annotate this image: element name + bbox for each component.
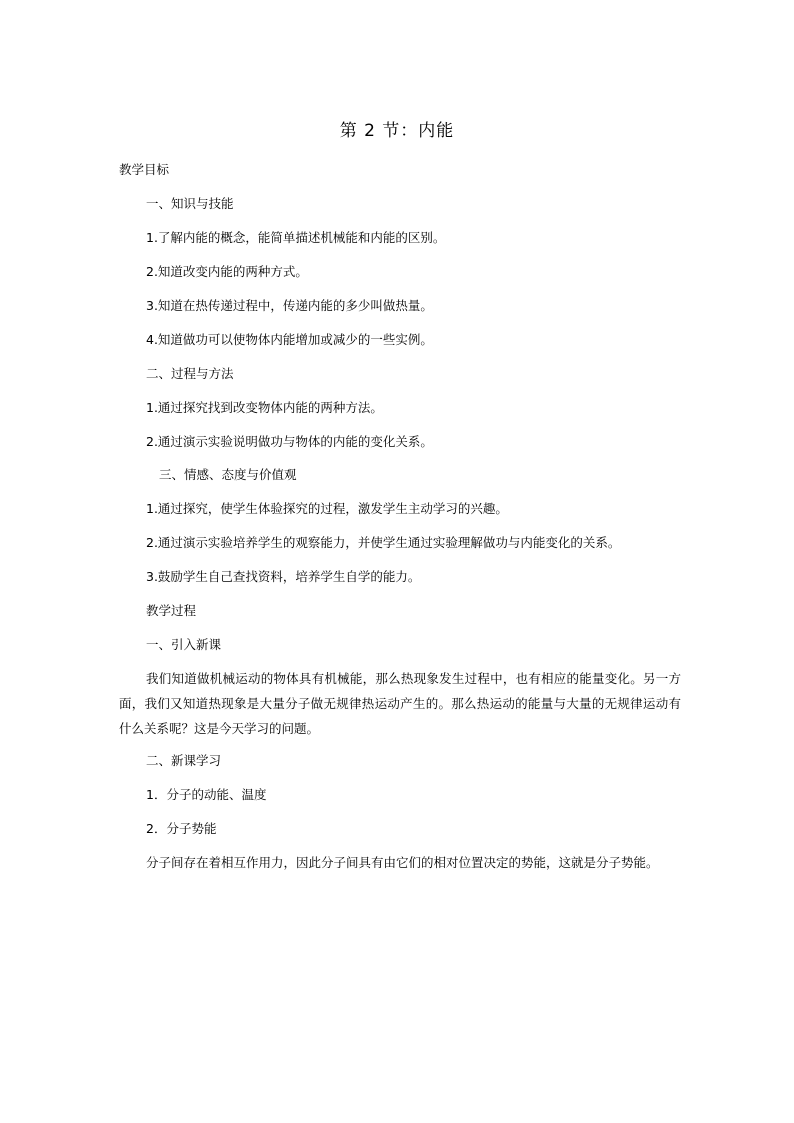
section-heading-process: 教学过程 (146, 603, 197, 618)
list-item: 2.通过演示实验培养学生的观察能力，并使学生通过实验理解做功与内能变化的关系。 (146, 535, 621, 550)
section-heading-objectives: 教学目标 (119, 162, 170, 177)
subheading-process-methods: 二、过程与方法 (146, 366, 234, 381)
list-item: 2．分子势能 (146, 821, 217, 836)
list-item: 1.通过探究找到改变物体内能的两种方法。 (146, 400, 383, 415)
list-item: 3.鼓励学生自己查找资料，培养学生自学的能力。 (146, 569, 421, 584)
list-item: 2.通过演示实验说明做功与物体的内能的变化关系。 (146, 434, 433, 449)
subheading-emotion-values: 三、情感、态度与价值观 (159, 467, 297, 482)
list-item: 1．分子的动能、温度 (146, 787, 267, 802)
potential-energy-paragraph: 分子间存在着相互作用力，因此分子间具有由它们的相对位置决定的势能，这就是分子势能。 (146, 855, 659, 870)
intro-paragraph: 我们知道做机械运动的物体具有机械能，那么热现象发生过程中，也有相应的能量变化。另一方面，我们又知道热现象是大量分子做无规律热运动产生的。那么热运动的能量与大量的无规律运动有什么关系呢？这是今天学习的问题。 (119, 671, 681, 736)
list-item: 4.知道做功可以使物体内能增加或减少的一些实例。 (146, 332, 433, 347)
list-item: 2.知道改变内能的两种方式。 (146, 264, 308, 279)
subheading-knowledge-skills: 一、知识与技能 (146, 196, 234, 211)
list-item: 3.知道在热传递过程中，传递内能的多少叫做热量。 (146, 298, 433, 313)
page-title: 第 2 节：内能 (339, 121, 455, 141)
list-item: 1.通过探究，使学生体验探究的过程，激发学生主动学习的兴趣。 (146, 501, 508, 516)
list-item: 1.了解内能的概念，能简单描述机械能和内能的区别。 (146, 230, 446, 245)
subheading-new-lesson: 二、新课学习 (146, 753, 222, 768)
subheading-intro: 一、引入新课 (146, 637, 222, 652)
